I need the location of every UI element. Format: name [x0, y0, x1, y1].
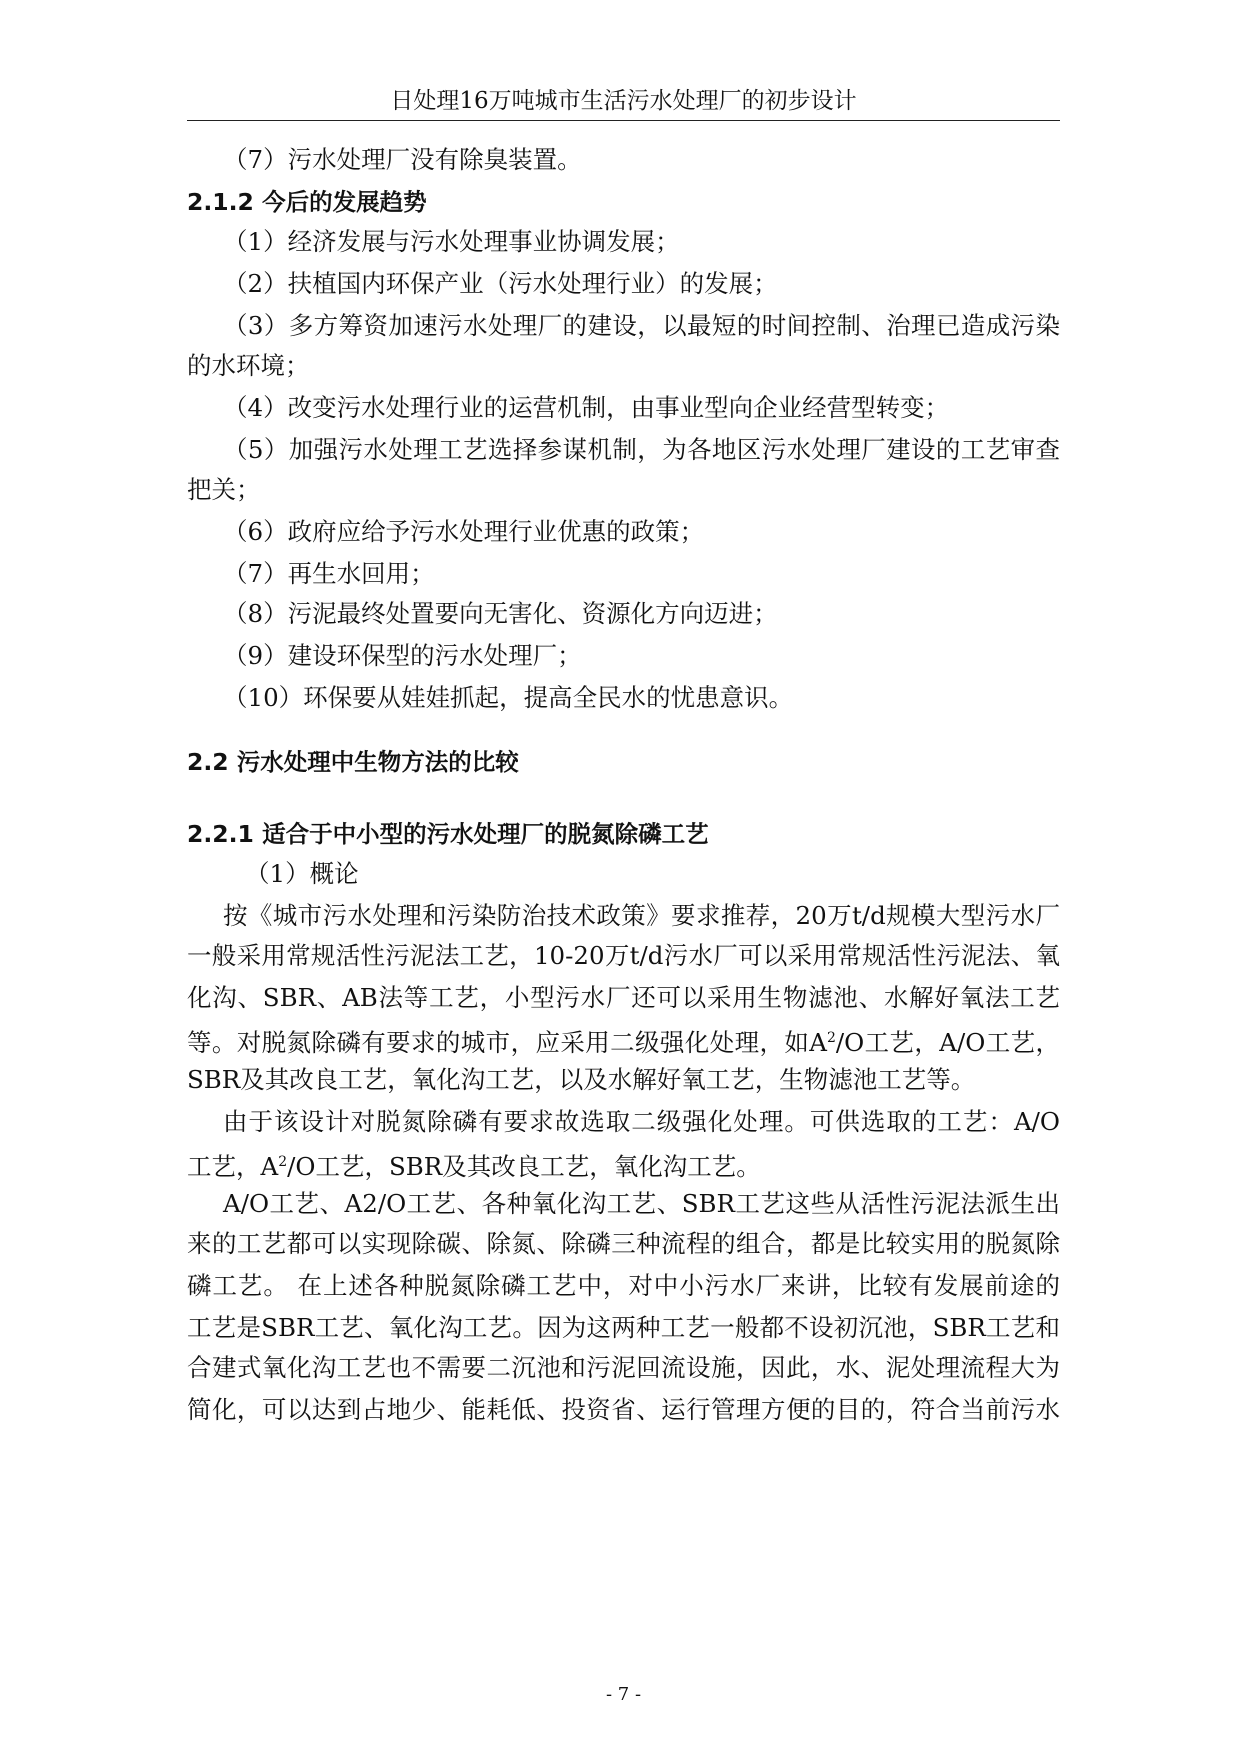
paragraph-line: 由于该设计对脱氮除磷有要求故选取二级强化处理。可供选取的工艺：A/O: [223, 1107, 1060, 1136]
paragraph-line: [187, 1016, 1060, 1060]
subsection-label: （1）概论: [245, 859, 359, 888]
superscript: 2: [278, 1154, 288, 1170]
list-item: （8）污泥最终处置要向无害化、资源化方向迈进；: [223, 599, 778, 628]
header-rule: [187, 120, 1060, 121]
paragraph-line: 工艺是SBR工艺、氧化沟工艺。因为这两种工艺一般都不设初沉池，SBR工艺和: [187, 1313, 1060, 1342]
section-heading-2-1-2: 2.1.2 今后的发展趋势: [187, 188, 427, 216]
page-header: 日处理16万吨城市生活污水处理厂的初步设计: [390, 88, 857, 114]
list-item: （6）政府应给予污水处理行业优惠的政策；: [223, 517, 705, 546]
section-heading-2-2: 2.2 污水处理中生物方法的比较: [187, 748, 519, 776]
paragraph-line: （7）污水处理厂没有除臭装置。: [223, 145, 582, 174]
list-item: （4）改变污水处理行业的运营机制，由事业型向企业经营型转变；: [223, 393, 950, 422]
list-item: （5）加强污水处理工艺选择参谋机制，为各地区污水处理厂建设的工艺审查: [223, 435, 1060, 464]
text-segment: /O工艺，SBR及其改良工艺，氧化沟工艺。: [287, 1152, 761, 1182]
paragraph-line: 磷工艺。 在上述各种脱氮除磷工艺中，对中小污水厂来讲，比较有发展前途的: [187, 1271, 1060, 1300]
list-item: （3）多方筹资加速污水处理厂的建设，以最短的时间控制、治理已造成污染: [223, 311, 1060, 340]
paragraph-line: A/O工艺、A2/O工艺、各种氧化沟工艺、SBR工艺这些从活性污泥法派生出: [223, 1189, 1060, 1218]
list-item: （10）环保要从娃娃抓起，提高全民水的忧患意识。: [223, 683, 794, 712]
superscript: 2: [826, 1030, 836, 1046]
text-segment: 工艺，A: [187, 1152, 279, 1182]
list-item: （9）建设环保型的污水处理厂；: [223, 641, 582, 670]
page-number: - 7 -: [605, 1684, 642, 1705]
paragraph-line: 化沟、SBR、AB法等工艺，小型污水厂还可以采用生物滤池、水解好氧法工艺: [187, 983, 1060, 1012]
paragraph-line: 按《城市污水处理和污染防治技术政策》要求推荐，20万t/d规模大型污水厂: [223, 901, 1060, 930]
text-segment: /O工艺，A/O工艺，: [835, 1028, 1060, 1058]
paragraph-line: 合建式氧化沟工艺也不需要二沉池和污泥回流设施，因此，水、泥处理流程大为: [187, 1353, 1060, 1382]
paragraph-line: 简化，可以达到占地少、能耗低、投资省、运行管理方便的目的，符合当前污水: [187, 1395, 1060, 1424]
list-item: （7）再生水回用；: [223, 559, 435, 588]
list-item-continuation: 把关；: [187, 475, 261, 504]
paragraph-line: [187, 1140, 1060, 1184]
paragraph-line: 一般采用常规活性污泥法工艺，10-20万t/d污水厂可以采用常规活性污泥法、氧: [187, 941, 1060, 970]
list-item-continuation: 的水环境；: [187, 351, 310, 380]
list-item: （1）经济发展与污水处理事业协调发展；: [223, 227, 680, 256]
paragraph-line: SBR及其改良工艺，氧化沟工艺，以及水解好氧工艺，生物滤池工艺等。: [187, 1065, 976, 1094]
list-item: （2）扶植国内环保产业（污水处理行业）的发展；: [223, 269, 778, 298]
section-heading-2-2-1: 2.2.1 适合于中小型的污水处理厂的脱氮除磷工艺: [187, 820, 709, 848]
paragraph-line: 来的工艺都可以实现除碳、除氮、除磷三种流程的组合，都是比较实用的脱氮除: [187, 1229, 1060, 1258]
text-segment: 等。对脱氮除磷有要求的城市，应采用二级强化处理，如A: [187, 1028, 827, 1058]
